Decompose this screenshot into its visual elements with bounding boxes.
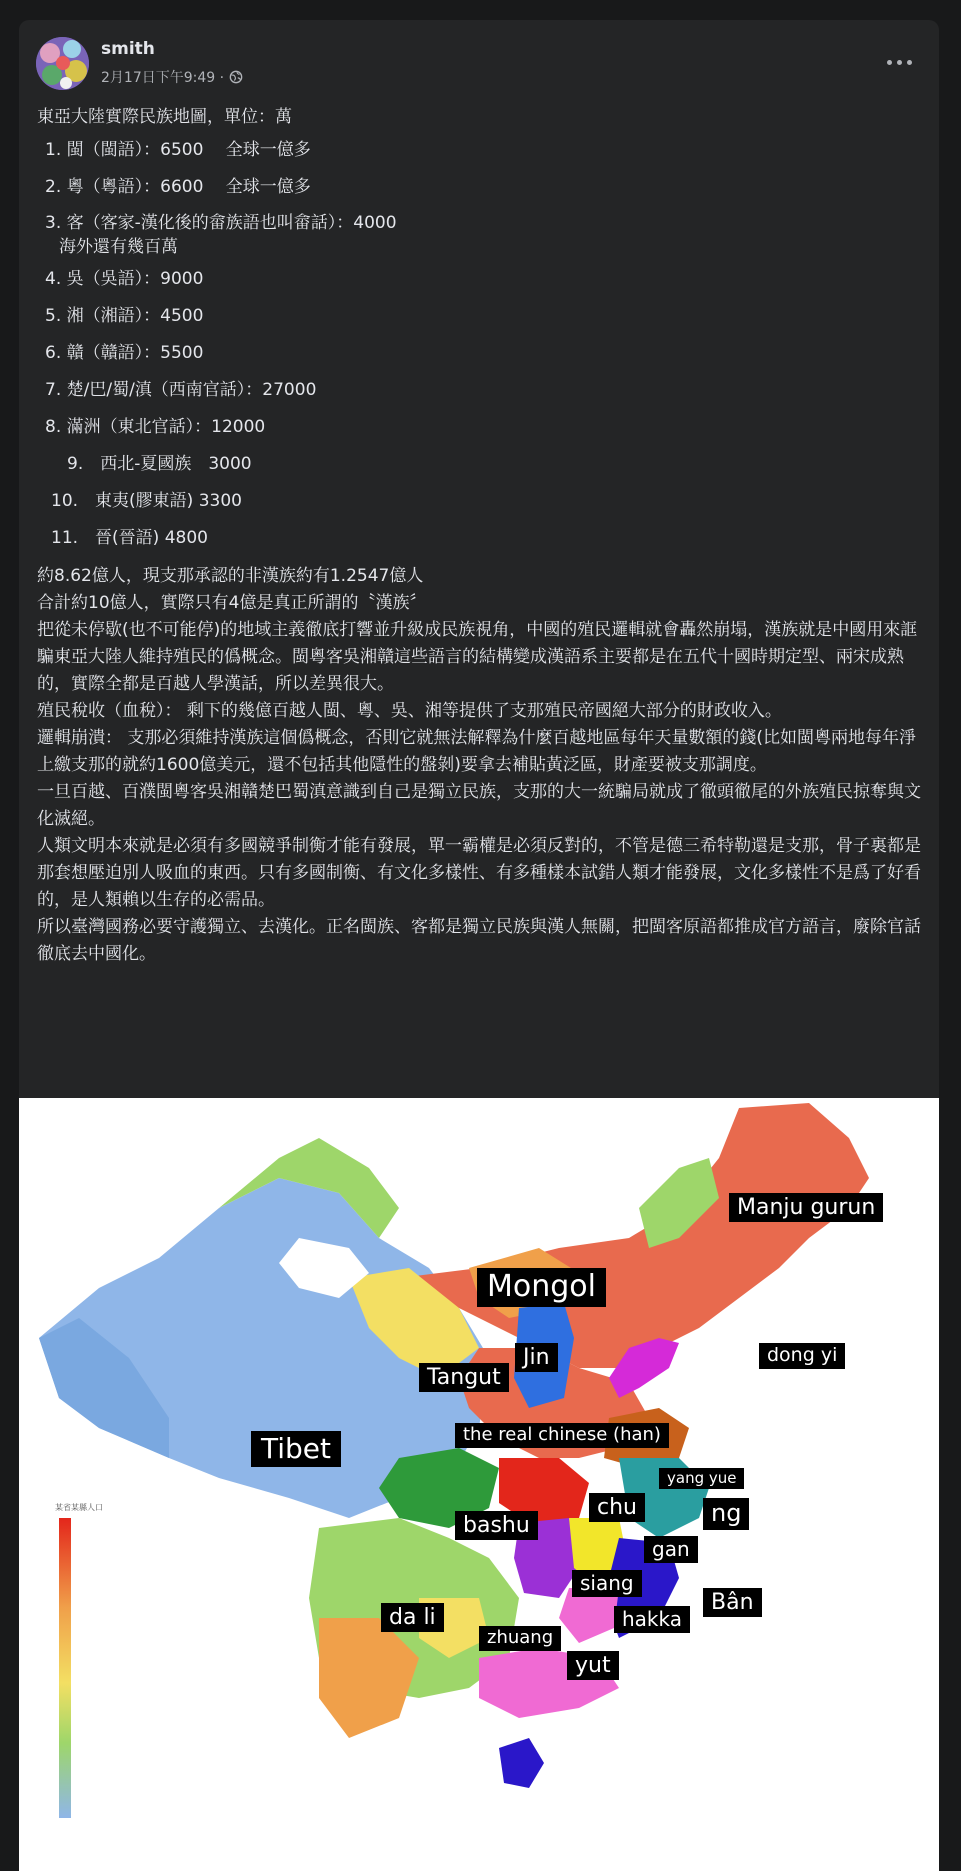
map-label-chu: chu (589, 1493, 645, 1522)
post-timestamp[interactable]: 2月17日下午9:49 · (101, 70, 225, 86)
map-label-hakka: hakka (614, 1606, 690, 1633)
map-region-hainan (499, 1738, 544, 1788)
map-label-yut: yut (567, 1651, 619, 1680)
map-label-dongyi: dong yi (759, 1343, 845, 1369)
summary-text: 約8.62億人，現支那承認的非漢族約有1.2547億人 (37, 566, 424, 586)
list-item: 9. 西北-夏國族 3000 (67, 454, 252, 474)
map-label-siang: siang (572, 1570, 642, 1597)
post-title: 東亞大陸實際民族地圖，單位：萬 (37, 107, 292, 127)
map-label-yangyue: yang yue (659, 1468, 744, 1489)
list-item: 1. 閩（閩語）：6500 全球一億多 (45, 140, 311, 160)
list-item: 6. 贛（贛語）：5500 (45, 343, 204, 363)
map-label-dali: da li (381, 1603, 444, 1632)
list-item: 10. 東夷(膠東語) 3300 (51, 491, 242, 511)
post-author[interactable]: smith (101, 39, 155, 59)
avatar[interactable] (36, 37, 89, 90)
paragraph: 一旦百越、百濮閩粵客吳湘贛楚巴蜀滇意識到自己是獨立民族，支那的大一統騙局就成了徹頭徹尾的外族殖民掠奪與文化滅絕。 (37, 782, 921, 829)
more-horizontal-icon[interactable] (887, 56, 913, 70)
legend-colorbar (59, 1518, 71, 1818)
map-label-zhuang: zhuang (479, 1626, 561, 1651)
post-card (19, 20, 939, 1871)
map-label-tibet: Tibet (251, 1431, 341, 1467)
paragraph: 人類文明本來就是必須有多國競爭制衡才能有發展，單一霸權是必須反對的，不管是德三希特勒還是支那，骨子裏都是那套想壓迫別人吸血的東西。只有多國制衡、有文化多樣性、有多種樣本試錯人類才能發展，文化多樣性不是爲了好看的，是人類賴以生存的必需品。 (37, 836, 921, 910)
ethnic-map-image[interactable] (19, 1098, 939, 1871)
globe-icon[interactable] (229, 70, 243, 84)
map-label-ban: Bân (703, 1588, 762, 1617)
list-item: 3. 客（客家-漢化後的畲族語也叫畲話）：4000 (45, 213, 397, 233)
list-item: 8. 滿洲（東北官話）：12000 (45, 417, 266, 437)
map-label-mongol: Mongol (477, 1268, 606, 1307)
list-item: 2. 粵（粵語）：6600 全球一億多 (45, 177, 311, 197)
post-meta (101, 67, 243, 87)
legend-title: 某省某縣人口 (55, 1503, 103, 1512)
list-item: 7. 楚/巴/蜀/滇（西南官話）：27000 (45, 380, 317, 400)
map-label-tangut: Tangut (419, 1363, 509, 1392)
avatar-image (36, 37, 89, 90)
paragraph: 合計約10億人，實際只有4億是真正所謂的〝漢族〞 把從未停歇(也不可能停)的地域主義徹底打響並升級成民族視角，中國的殖民邏輯就會轟然崩塌，漢族就是中國用來誆騙東亞大陸人維持殖民的僞概念。閩粵客吳湘贛這些語言的結構變成漢語系主要都是在五代十國時期定型、兩宋成熟的，實際全都是百越人學漢話，所以差異很大。 (37, 593, 918, 694)
paragraph: 所以臺灣國務必要守護獨立、去漢化。正名閩族、客都是獨立民族與漢人無關，把閩客原語都推成官方語言，廢除官話徹底去中國化。 (37, 917, 921, 964)
list-item: 4. 吳（吳語）：9000 (45, 269, 204, 289)
list-item: 5. 湘（湘語）：4500 (45, 306, 204, 326)
map-label-ng: ng (703, 1498, 749, 1530)
map-label-bashu: bashu (455, 1511, 538, 1540)
paragraph: 殖民稅收（血稅）： 剩下的幾億百越人閩、粵、吳、湘等提供了支那殖民帝國絕大部分的財政收入。 (37, 701, 782, 721)
map-label-han: the real chinese (han) (455, 1423, 669, 1448)
map-label-manju: Manju gurun (729, 1193, 883, 1222)
list-item-continuation: 海外還有幾百萬 (59, 237, 178, 257)
post-header (19, 20, 939, 100)
paragraph: 邏輯崩潰： 支那必須維持漢族這個僞概念，否則它就無法解釋為什麼百越地區每年天量數額的錢(比如閩粵兩地每年淨上繳支那的就約1600億美元，還不包括其他隱性的盤剝)要拿去補貼黃泛區，財產要被支那調度。 (37, 728, 917, 775)
map-label-jin: Jin (515, 1343, 558, 1372)
map-label-gan: gan (644, 1536, 698, 1563)
list-item: 11. 晉(晉語) 4800 (51, 528, 208, 548)
post-text (37, 102, 927, 968)
